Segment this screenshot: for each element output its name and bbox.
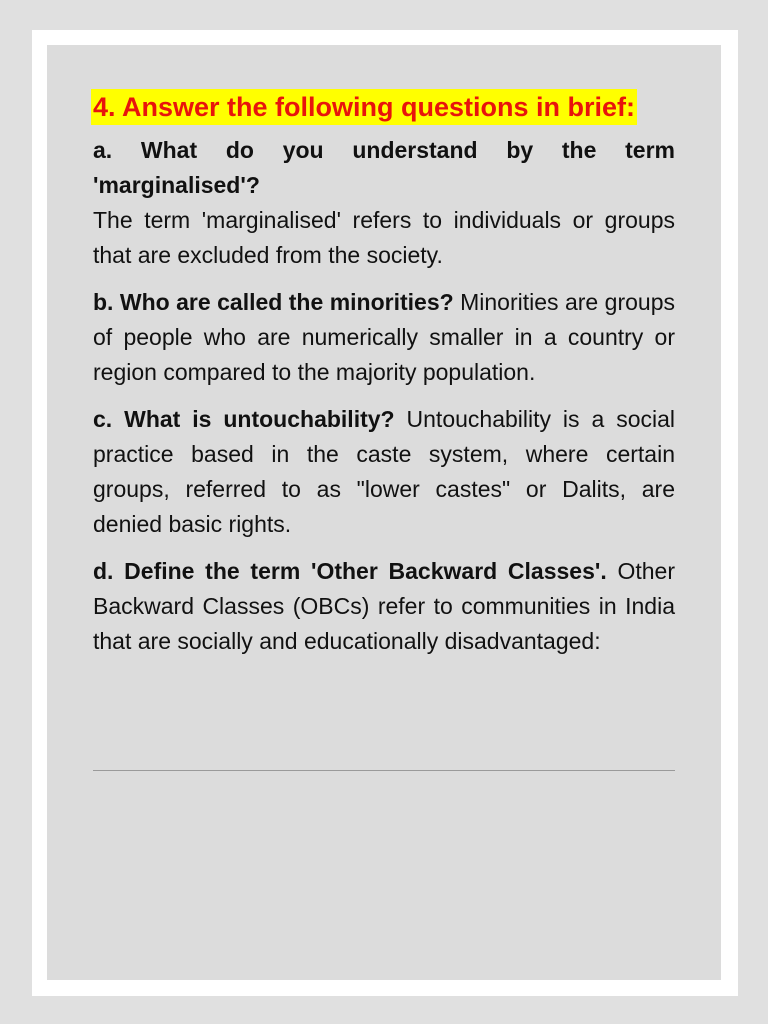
content-panel	[47, 45, 721, 980]
qa-item-a	[93, 133, 675, 273]
section-heading: 4. Answer the following questions in brief:	[91, 89, 637, 125]
answer-d: Other Backward Classes (OBCs) refer to communities in India that are socially and educationally disadvantaged:	[93, 558, 676, 654]
question-b: b. Who are called the minorities?	[93, 289, 454, 315]
page-sheet	[32, 30, 738, 996]
question-d: d. Define the term 'Other Backward Classes'.	[93, 558, 607, 584]
answer-b: Minorities are groups of people who are numerically smaller in a country or region compared to the majority population.	[93, 289, 675, 385]
qa-item-d	[93, 554, 675, 659]
question-a: a. What do you understand by the term 'marginalised'?	[93, 137, 675, 198]
qa-item-c	[93, 402, 675, 542]
divider-line	[93, 770, 675, 771]
document-body	[93, 89, 675, 671]
question-c: c. What is untouchability?	[93, 406, 395, 432]
answer-c: Untouchability is a social practice based in the caste system, where certain groups, referred to as "lower castes" or Dalits, are denied basic rights.	[93, 406, 676, 537]
answer-a: The term 'marginalised' refers to individuals or groups that are excluded from the society.	[93, 207, 675, 268]
qa-item-b	[93, 285, 675, 390]
